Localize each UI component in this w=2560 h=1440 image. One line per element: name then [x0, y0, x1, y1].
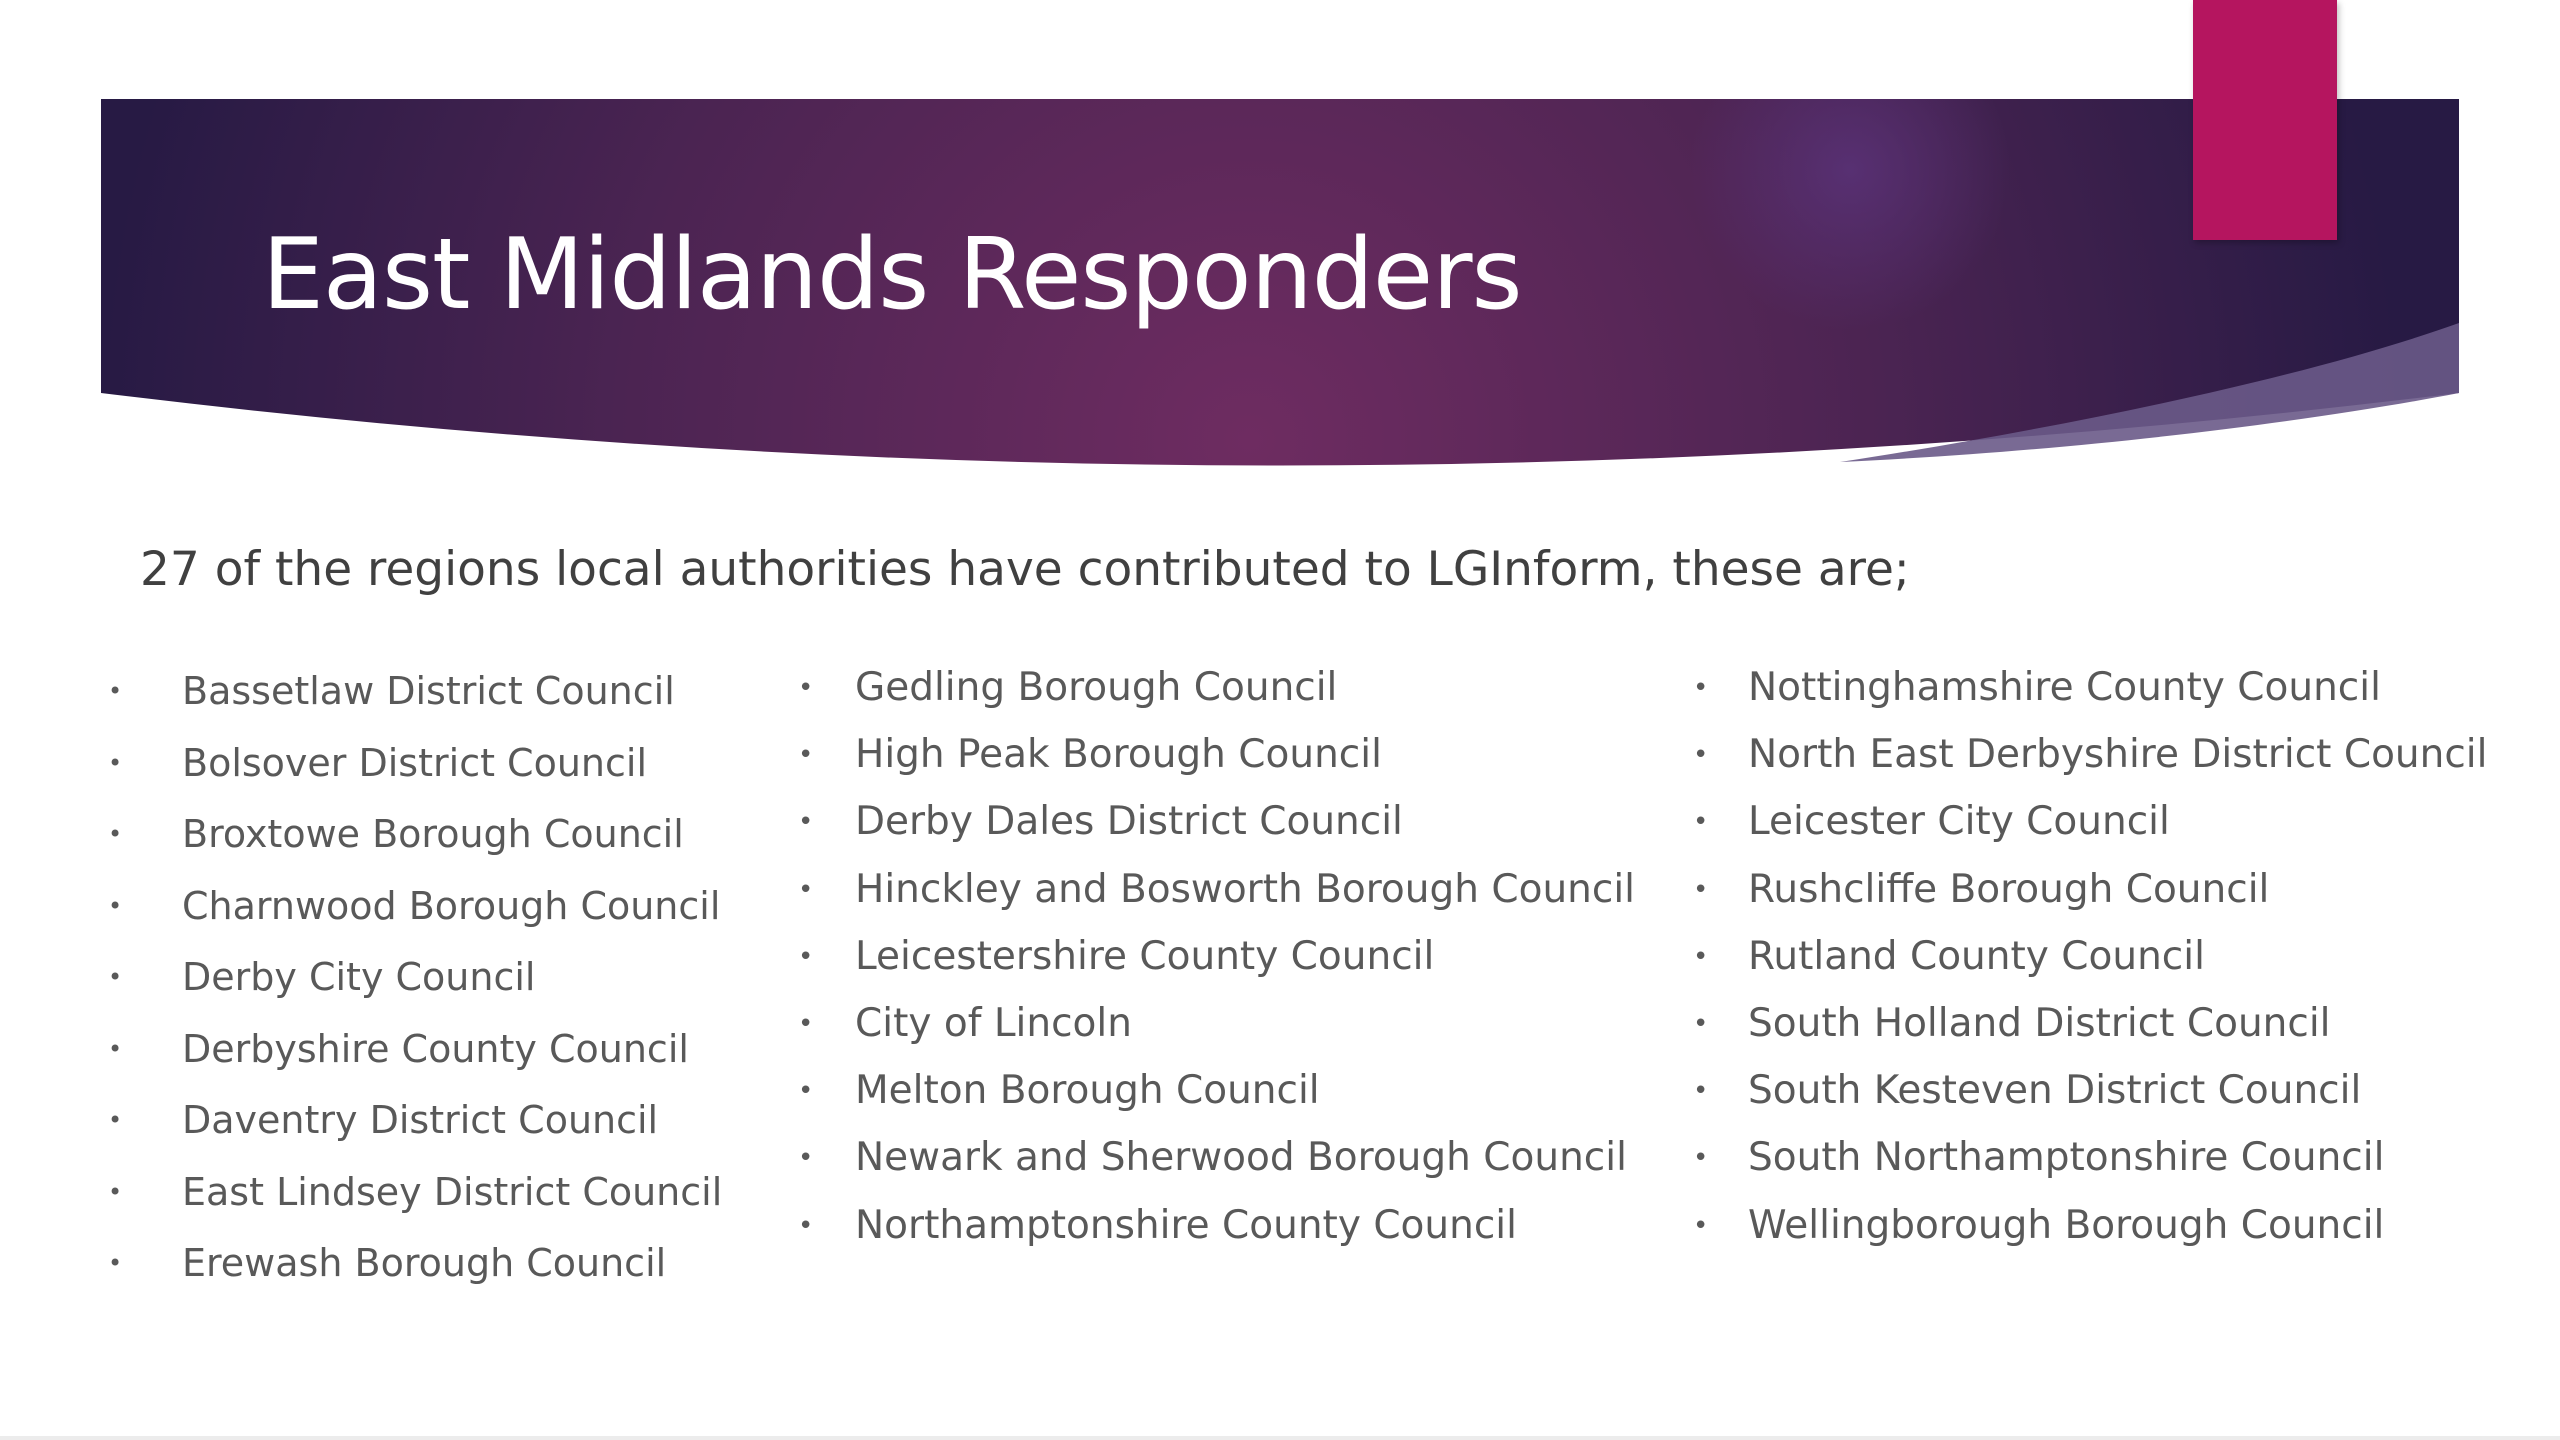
- list-item: • East Lindsey District Council: [182, 1164, 722, 1236]
- list-item: • Derby Dales District Council: [855, 794, 1635, 861]
- list-item: • Nottinghamshire County Council: [1748, 660, 2487, 727]
- list-item: • South Northamptonshire Council: [1748, 1130, 2487, 1197]
- list-item: • Charnwood Borough Council: [182, 878, 722, 950]
- list-item: • Daventry District Council: [182, 1092, 722, 1164]
- list-item: • South Holland District Council: [1748, 996, 2487, 1063]
- list-item: • Rutland County Council: [1748, 929, 2487, 996]
- list-item: • Erewash Borough Council: [182, 1235, 722, 1307]
- list-item: • Bolsover District Council: [182, 735, 722, 807]
- list-item: • City of Lincoln: [855, 996, 1635, 1063]
- list-item: • Northamptonshire County Council: [855, 1198, 1635, 1265]
- list-item: • Melton Borough Council: [855, 1063, 1635, 1130]
- list-item: • Newark and Sherwood Borough Council: [855, 1130, 1635, 1197]
- council-list-column-3: [1748, 660, 2487, 1265]
- list-item: • Bassetlaw District Council: [182, 663, 722, 735]
- list-item: • Leicester City Council: [1748, 794, 2487, 861]
- council-list-column-2: [855, 660, 1635, 1265]
- list-item: • Rushcliffe Borough Council: [1748, 862, 2487, 929]
- list-item: • Gedling Borough Council: [855, 660, 1635, 727]
- slide-title: East Midlands Responders: [262, 218, 1522, 332]
- list-item: • Derby City Council: [182, 949, 722, 1021]
- bottom-divider: [0, 1436, 2560, 1440]
- list-item: • Broxtowe Borough Council: [182, 806, 722, 878]
- list-item: • North East Derbyshire District Council: [1748, 727, 2487, 794]
- list-item: • Wellingborough Borough Council: [1748, 1198, 2487, 1265]
- accent-tab: [2193, 0, 2337, 240]
- list-item: • Leicestershire County Council: [855, 929, 1635, 996]
- list-item: • Hinckley and Bosworth Borough Council: [855, 862, 1635, 929]
- list-item: • High Peak Borough Council: [855, 727, 1635, 794]
- intro-text: 27 of the regions local authorities have contributed to LGInform, these are;: [140, 542, 1910, 597]
- council-list-column-1: [182, 663, 722, 1307]
- list-item: • Derbyshire County Council: [182, 1021, 722, 1093]
- list-item: • South Kesteven District Council: [1748, 1063, 2487, 1130]
